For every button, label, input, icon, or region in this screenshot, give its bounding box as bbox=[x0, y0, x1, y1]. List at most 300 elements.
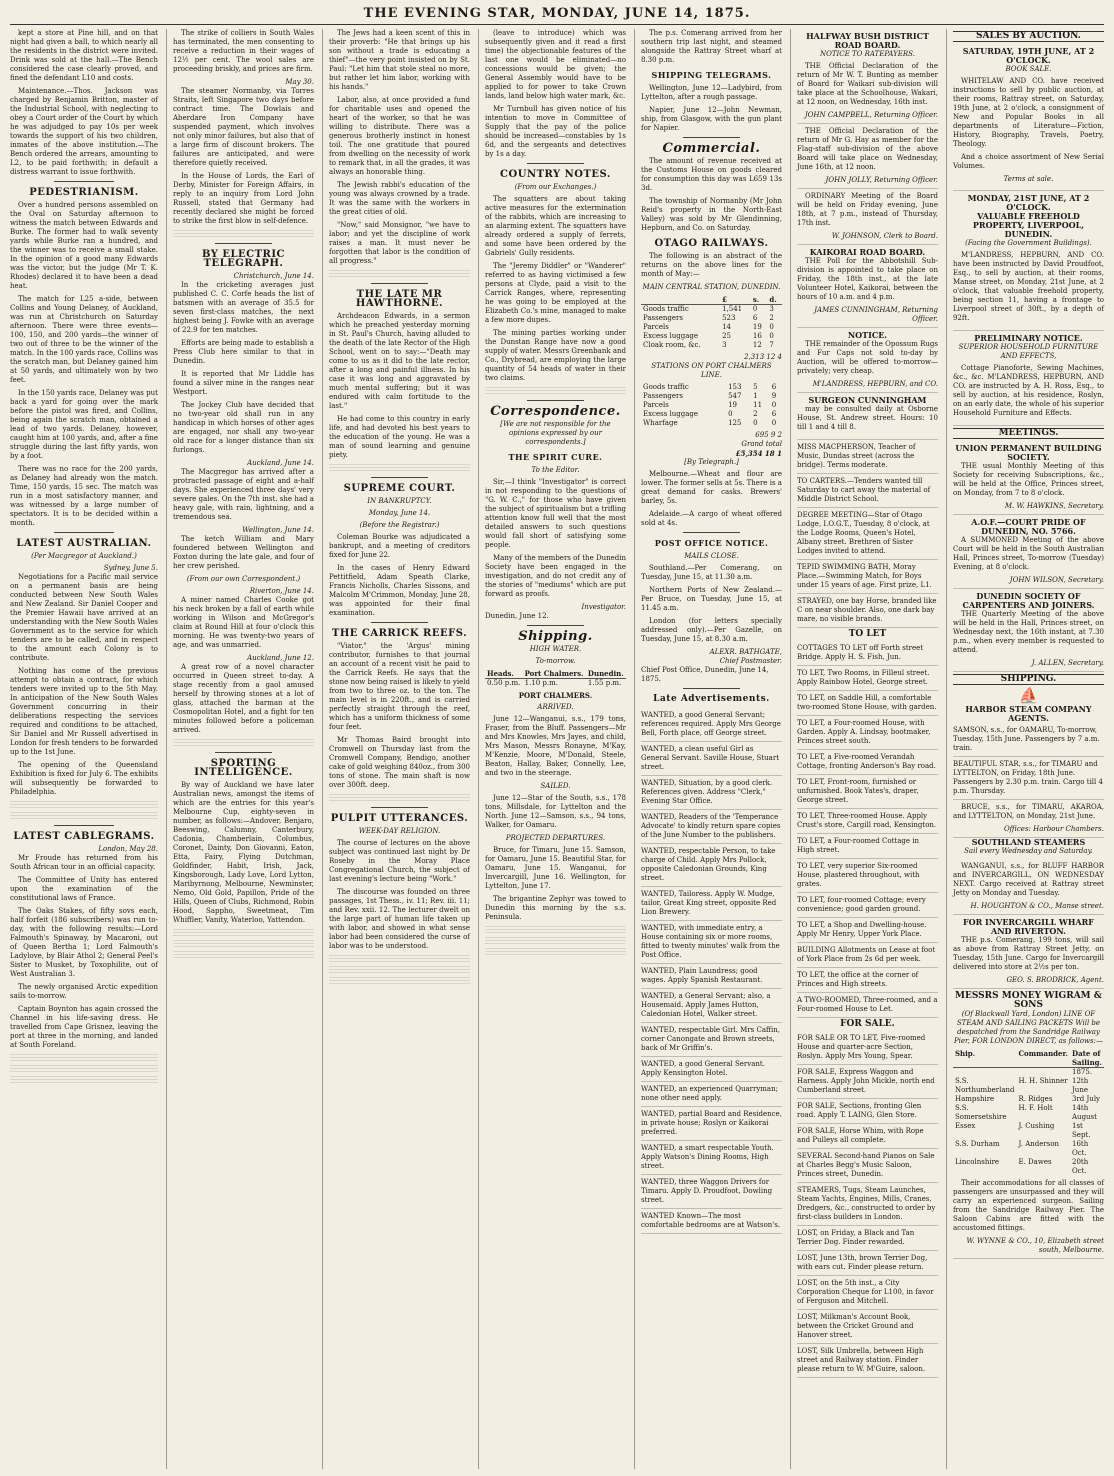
signature: GEO. S. BRODRICK, Agent. bbox=[1006, 976, 1104, 984]
text-filler bbox=[10, 801, 158, 810]
classified-ad: WANTED, a good General Servant; references required. Apply Mrs George Bell, Forth place, off George street. bbox=[641, 708, 782, 742]
divider bbox=[683, 137, 739, 138]
signature: Chief Postmaster. bbox=[719, 657, 782, 665]
article-paragraph: Over a hundred persons assembled on the Oval on Saturday afternoon to witness the match between Edwards and Burke. The former had to walk seventy yards while Burke ran a hundred, and the winner was to receive a small stake. In the opinion of a good many Edwards was the victor, but the judge (Mr T. K. Rhodes) declared it to have been a dead heat. bbox=[10, 201, 158, 290]
section-title-country-notes: COUNTRY NOTES. bbox=[500, 169, 611, 180]
section-subtitle: PROJECTED DEPARTURES. bbox=[505, 834, 606, 842]
table-header: Dunedin. bbox=[586, 669, 626, 679]
table-cell: 1,541 bbox=[722, 305, 743, 313]
article-paragraph: The Oaks Stakes, of fifty sovs each, half forfeit (186 subscribers) was run to-day, with the following results:—Lord Falmouth's Spinaway, by Macaroni, out of Queen Bertha 1; Lord Falmouth's Ladylove, by Blair Athol 2; General Peel's Sister to Musket, by Toxophilite, out of West Australian 3. bbox=[10, 907, 158, 978]
divider bbox=[371, 807, 427, 808]
table-cell: 11 bbox=[753, 401, 763, 409]
text-filler bbox=[10, 1054, 158, 1063]
classified-ad: TO LET, a Shop and Dwelling-house. Apply Mr Henry, Upper York Place. bbox=[797, 918, 938, 943]
table-header: Port Chalmers. bbox=[523, 669, 586, 679]
article-paragraph: The p.s. Comerang arrived from her southern trip last night, and steamed alongside the Rattray Street wharf at 8.30 p.m. bbox=[640, 29, 782, 64]
classified-ad: TO LET, four-roomed Cottage; every convenience; good garden ground. bbox=[797, 893, 938, 918]
signature: J. ALLEN, Secretary. bbox=[1031, 659, 1104, 667]
article-paragraph: The amount of revenue received at the Customs House on goods cleared for consumption this day was L659 13s 3d. bbox=[640, 157, 782, 192]
article-paragraph: "Viator," the 'Argus' mining contributor, furnishes to that journal an account of a recent visit he paid to the Carrick Reefs. He says that the stone now being raised is likely to yield from two to three oz. to the ton. The main level is in 220ft., and is carried perfectly straight through the reef, which has a uniform thickness of some four feet. bbox=[328, 642, 470, 731]
ad-heading: SATURDAY, 19TH JUNE, AT 2 O'CLOCK. bbox=[962, 46, 1095, 65]
article-paragraph: The course of lectures on the above subject was continued last night by Dr Roseby in the Moray Place Congregational Church, the subject of last evening's lecture being "Work." bbox=[328, 839, 470, 883]
table-cell: 0 bbox=[728, 410, 733, 418]
classified-ad: LOST, on the 5th inst., a City Corporation Cheque for L100, in favor of Ferguson and Mitchell. bbox=[797, 1276, 938, 1310]
article-paragraph: The match for L25 a-side, between Collins and Young Delaney, of Auckland, was run at Christchurch on Saturday afternoon. There were three events—100, 150, and 200 yards—the winner of two out of three to be the winner of the match. In the 100 yards race, Collins was the scratch man, but Delaney gained him at 50 yards, and ultimately won by two feet. bbox=[10, 295, 158, 384]
dateline: Riverton, June 14. bbox=[249, 587, 314, 595]
divider bbox=[54, 181, 113, 182]
ad-heading: SOUTHLAND STEAMERS bbox=[971, 837, 1086, 847]
ad-heading: PRELIMINARY NOTICE. bbox=[974, 333, 1083, 343]
divider bbox=[527, 625, 583, 626]
port-chalmers-table bbox=[641, 383, 782, 428]
ad-body: THE Quarterly Meeting of the above will be held in the Hall, Princes street, on Wednesday next, the 16th instant, at 7.30 p.m., when every member is requested to attend. bbox=[952, 610, 1104, 654]
table-cell: 523 bbox=[722, 314, 736, 322]
classified-ad: FOR SALE, Horse Whim, with Rope and Pulleys all complete. bbox=[797, 1124, 938, 1149]
section-subtitle: MAIN CENTRAL STATION, DUNEDIN. bbox=[642, 283, 781, 291]
classified-ad: TO LET, a Four-roomed House, with Garden. Apply A. Lindsay, bootmaker, Princes street south. bbox=[797, 716, 938, 750]
classified-ad: WANTED, a General Servant; also, a Housemaid. Apply James Hutton, Caledonian Hotel, Walker street. bbox=[641, 989, 782, 1023]
article-paragraph: Mr Thomas Baird brought into Cromwell on Thursday last from the Cromwell Company, Bendigo, another cake of gold weighing 840oz., from 300 tons of stone. The main shaft is now over 300ft. deep. bbox=[328, 736, 470, 789]
classified-ad: WANTED, respectable Person, to take charge of Child. Apply Mrs Pollock, opposite Caledonian Grounds, King street. bbox=[641, 844, 782, 887]
article-paragraph: Bruce, for Timaru, June 15. Samson, for Oamaru, June 15. Beautiful Star, for Oamaru, June 15. Wanganui, for Invercargill, June 16. Wellington, for Lyttelton, June 17. bbox=[484, 846, 626, 890]
table-cell: J. Cushing bbox=[1018, 1122, 1055, 1130]
article-paragraph: A miner named Charles Cooke got his neck broken by a fall of earth while working in Wilson and McGregor's claim at Round Hill at four o'clock this morning. He was twenty-two years of age, and was unmarried. bbox=[172, 596, 314, 649]
section-title-late-ads: Late Advertisements. bbox=[653, 694, 770, 704]
section-subtitle: IN BANKRUPTCY. bbox=[367, 497, 432, 505]
ad-subheading: SUPERIOR HOUSEHOLD FURNITURE AND EFFECTS, bbox=[958, 343, 1099, 360]
text-filler bbox=[329, 464, 470, 473]
dateline: Chief Post Office, Dunedin, June 14, 1875. bbox=[640, 666, 769, 683]
ad-invercargill bbox=[953, 915, 1104, 989]
table-header bbox=[641, 295, 720, 305]
classified-ad: WANTED, a good General Servant. Apply Kensington Hotel. bbox=[641, 1057, 782, 1082]
article-paragraph: Mr Froude has returned from his South African tour in an official capacity. bbox=[10, 854, 158, 871]
ad-heading: NOTICE. bbox=[847, 330, 888, 340]
classified-ad: WANTED, an experienced Quarryman; none other need apply. bbox=[641, 1082, 782, 1107]
text-filler bbox=[329, 977, 470, 986]
table-row bbox=[953, 1077, 1104, 1095]
ad-body: Their accommodations for all classes of passengers are unsurpassed and they will carry an experienced surgeon. Sailing from the Sandridge Railway Pier. The Saloon Cabins are fitted with the accustomed fittings. bbox=[952, 1179, 1104, 1232]
table-total: 2,313 12 4 bbox=[744, 353, 782, 361]
article-paragraph: The brigantine Zephyr was towed to Dunedin this morning by the s.s. Peninsula. bbox=[484, 895, 626, 921]
column-5 bbox=[634, 29, 782, 1469]
classified-ad: MISS MACPHERSON, Teacher of Music, Dundas street (across the bridge). Terms moderate. bbox=[797, 440, 938, 474]
dateline: Sydney, June 5. bbox=[103, 564, 158, 572]
grand-total-label: Grand total bbox=[741, 440, 782, 448]
table-row bbox=[641, 410, 782, 419]
section-title-post-office: POST OFFICE NOTICE. bbox=[654, 538, 769, 548]
table-cell: Lincolnshire bbox=[954, 1158, 1000, 1166]
column-2 bbox=[166, 29, 314, 1469]
table-cell: Excess luggage bbox=[642, 410, 699, 418]
ad-heading: SURGEON CUNNINGHAM bbox=[808, 395, 927, 405]
article-paragraph: Napier, June 12—John Newman, ship, from Glasgow, with the gun plant for Napier. bbox=[640, 106, 782, 132]
column-6 bbox=[790, 29, 938, 1469]
dateline: Monday, June 14. bbox=[368, 509, 431, 517]
divider bbox=[683, 532, 739, 533]
section-title-telegraph: BY ELECTRIC TELEGRAPH. bbox=[201, 249, 285, 269]
classified-ad: STRAYED, one bay Horse, branded like C on near shoulder. Also, one dark bay mare, no visible brands. bbox=[797, 594, 938, 628]
section-title-sales-by-auction: SALES BY AUCTION. bbox=[953, 31, 1104, 42]
ad-body: M'LANDRESS, HEPBURN, AND CO. have been instructed by David Proudfoot, Esq., to sell by auction, at their rooms, Manse street, on Monday, 21st June, at 2 o'clock, that valuable freehold property, being section 11, having a frontage to Liverpool street of 30ft., by a depth of 92ft. bbox=[952, 251, 1104, 322]
table-cell: 3rd July bbox=[1072, 1095, 1101, 1103]
table-cell: 1875. bbox=[1072, 1068, 1093, 1076]
table-header: s. bbox=[751, 295, 768, 305]
railway-returns-table bbox=[641, 295, 782, 350]
ad-subheading: BOOK SALE. bbox=[1005, 65, 1052, 73]
table-cell: Passengers bbox=[642, 392, 683, 400]
dateline: London, May 28. bbox=[98, 845, 158, 853]
article-paragraph: (leave to introduce) which was subsequently given and it read a first time) the objectionable features of the last one would be eliminated—no concessions would be given; the General Assembly would have to be applied to for power to take Crown lands, land below high water mark, &c. bbox=[484, 29, 626, 100]
ad-heading: MONDAY, 21ST JUNE, AT 2 O'CLOCK. bbox=[967, 193, 1090, 212]
table-cell: 2 bbox=[753, 410, 758, 418]
signature: ALEXR. BATHGATE, bbox=[709, 648, 782, 656]
section-subtitle: MAILS CLOSE. bbox=[684, 552, 739, 560]
table-cell: 12th June bbox=[1072, 1077, 1089, 1094]
ad-heading: KAIKORAI ROAD BOARD. bbox=[809, 247, 926, 257]
article-paragraph: In the cases of Henry Edward Pettitfield, Adam Speath Clarke, Francis Nicholls, Charles Sissons, and Malcolm M'Crimmon, Monday, June 28, was appointed for their final examination. bbox=[328, 564, 470, 617]
table-row bbox=[953, 1140, 1104, 1158]
section-subtitle: PORT CHALMERS. bbox=[518, 691, 593, 700]
section-subtitle: [By Telegraph.] bbox=[684, 458, 739, 466]
article-paragraph: The opening of the Queensland Exhibition is fixed for July 6. The exhibits will subsequently be forwarded to Philadelphia. bbox=[10, 761, 158, 796]
table-cell: H. F. Holt bbox=[1018, 1104, 1053, 1112]
table-row bbox=[641, 305, 782, 315]
table-cell: 6 bbox=[771, 410, 777, 418]
text-filler bbox=[329, 966, 470, 975]
classified-ad: WANTED, partial Board and Residence, in private house; Roslyn or Kaikorai preferred. bbox=[641, 1107, 782, 1141]
table-header: Heads. bbox=[485, 669, 523, 679]
signature: JAMES CUNNINGHAM, Returning Officer. bbox=[814, 306, 938, 323]
article-paragraph: June 12—Star of the South, s.s., 178 tons, Millsdale, for Lyttelton and the North. June 12—Samson, s.s., 94 tons, Walker, for Oamaru. bbox=[484, 794, 626, 829]
classified-ad: COTTAGES TO LET off Forth street Bridge. Apply H. S. Fish, Jun. bbox=[797, 641, 938, 666]
masthead-title: THE EVENING STAR, MONDAY, JUNE 14, 1875. bbox=[10, 6, 1104, 25]
article-paragraph: Melbourne.—Wheat and flour are lower. The former sells at 5s. There is a great demand for casks. Brewers' barley, 5s. bbox=[640, 470, 782, 505]
table-header: £ bbox=[720, 295, 751, 305]
ad-body: WANGANUI, s.s., for BLUFF HARBOR and INVERCARGILL, ON WEDNESDAY NEXT. Cargo received at Rattray street Jetty on Monday and Tuesday. bbox=[952, 862, 1104, 897]
article-paragraph: The steamer Normanby, via Torres Straits, left Singapore two days before contract time. The Dowlais and Aberdare Iron Company have suspended payment, which involves not only minor failures, but also that of a large firm of discount brokers. The failures are anticipated, and were therefore quietly received. bbox=[172, 87, 314, 167]
article-paragraph: The ketch William and Mary foundered between Wellington and Foxton during the late gale, and four of her crew perished. bbox=[172, 535, 314, 570]
classified-ad: FOR SALE OR TO LET, Five-roomed House and quarter-acre Section, Roslyn. Apply Mrs Young, Spear. bbox=[797, 1031, 938, 1065]
ad-heading: HALFWAY BUSH DISTRICT ROAD BOARD. bbox=[806, 31, 929, 50]
section-title-sporting: SPORTING INTELLIGENCE. bbox=[194, 758, 293, 778]
ad-freehold-property bbox=[953, 191, 1104, 331]
ad-surgeon bbox=[797, 393, 938, 440]
classified-ad: WANTED, Readers of the 'Temperance Advocate' to kindly return spare copies of the June Number to the publishers. bbox=[641, 810, 782, 844]
table-cell: 9 bbox=[771, 392, 777, 400]
article-paragraph: The Committee of Unity has entered upon the examination of the constitutional laws of France. bbox=[10, 876, 158, 902]
ad-body: THE remainder of the Opossum Rugs and Fur Caps not sold to-day by Auction, will be offered to-morrow—privately; very cheap. bbox=[796, 340, 938, 375]
article-paragraph: Wellington, June 12—Ladybird, from Lyttelton, after a rough passage. bbox=[640, 84, 782, 101]
table-cell: 0 bbox=[771, 419, 777, 427]
ad-book-sale bbox=[953, 44, 1104, 191]
signature: H. HOUGHTON & CO., Manse street. bbox=[970, 902, 1104, 910]
article-paragraph: The Jews had a keen scent of this in their proverb: "He that brings up his son without a trade is educating a thief"—the very point insisted on by St. Paul: "Let him that stole steal no more, but rather let him labor, working with his hands." bbox=[328, 29, 470, 91]
classified-ad: BUILDING Allotments on Lease at foot of York Place from 2s 6d per week. bbox=[797, 943, 938, 968]
article-paragraph: The "Jeremy Diddler" or "Wanderer" referred to as having victimised a few persons at Clyde, paid a visit to the Carrick Ranges, where, representing he was going to be employed at the Elizabeth Co.'s mine, managed to make a few more dupes. bbox=[484, 262, 626, 324]
article-paragraph: Negotiations for a Pacific mail service on a permanent basis are being conducted between New South Wales and New Zealand. Sir Daniel Cooper and the Premier Hawaii have arrived at an understanding with the New South Wales Government as to the service for which tenders are to be called, and in respect to the amount each Colony is to contribute. bbox=[10, 573, 158, 662]
ad-carpenters bbox=[953, 589, 1104, 672]
article-paragraph: A great row of a novel character occurred in Queen street to-day. A stage recently from a gaol amused herself by throwing stones at a lot of glass, attached the barman at the Cosmopolitan Hotel, and a fight for ten minutes followed before a policeman arrived. bbox=[172, 663, 314, 734]
section-title-commercial: Commercial. bbox=[662, 141, 761, 156]
classified-ad: FOR SALE, Express Waggon and Harness. Apply John Mickle, north end Cumberland street. bbox=[797, 1065, 938, 1099]
ad-preliminary-notice bbox=[953, 331, 1104, 426]
article-paragraph: London (for letters specially addressed only).—Per Gazelle, on Tuesday, June 15, at 8.30 a.m. bbox=[640, 617, 782, 643]
table-row bbox=[953, 1122, 1104, 1140]
ad-body: And a choice assortment of New Serial Volumes. bbox=[952, 153, 1104, 170]
article-paragraph: June 12—Wanganui, s.s., 179 tons, Fraser, from the Bluff. Passengers—Mr and Mrs Knowles, Mrs Jayes, and child, Mrs Mason, Messrs Ronayne, M'Kay, M'Kenzie, Moore, M'Donald, Steele, Beaton, Hallay, Baker, Connelly, Lee, and two in the steerage. bbox=[484, 715, 626, 777]
article-paragraph: By way of Auckland we have later Australian news, amongst the items of which are the entries for this year's Melbourne Cup, eighty-seven in number, as follows:—Andover, Benjaro, Beeswing, Calumny, Canterbury, Cadonia, Chamberlain, Columbus, Coronet, Dainty, Don Giovanni, Eaton, Etta, Fairy, Flying Dutchman, Goldfinder, Habit, Irish, Jack, Kingsborough, Lady Love, Lord Lytton, Maribyrnong, Melbourne, Newminster, Nemo, Old Gold, Papillon, Pride of the Hills, Queen of Clubs, Richmond, Robin Hood, Sappho, Sweetmeat, Tim Whiffler, Vanity, Waterloo, Yattendon. bbox=[172, 781, 314, 924]
table-cell: 547 bbox=[728, 392, 742, 400]
table-cell: Parcels bbox=[642, 401, 669, 409]
classified-ad: WANTED Known—The most comfortable bedrooms are at Watson's. bbox=[641, 1209, 782, 1234]
table-row bbox=[953, 1158, 1104, 1176]
classified-ad: TO LET, very superior Six-roomed House, plastered throughout, with grates. bbox=[797, 859, 938, 893]
ad-terms: Terms at sale. bbox=[1003, 175, 1054, 183]
table-cell: 12 bbox=[752, 341, 762, 349]
article-paragraph: kept a store at Pine hill, and on that night had given a ball, to which nearly all the residents in the district were invited. Drink was sold at the hall.—The Bench considered the case clearly proved, and fined the defendant L10 and costs. bbox=[10, 29, 158, 82]
text-filler bbox=[485, 387, 626, 396]
signature: JOHN CAMPBELL, Returning Officer. bbox=[804, 111, 938, 119]
divider bbox=[54, 532, 113, 533]
ad-heading: A.O.F.—COURT PRIDE OF DUNEDIN, NO. 5766. bbox=[971, 517, 1086, 536]
section-subtitle: WEEK-DAY RELIGION. bbox=[358, 827, 441, 835]
text-filler bbox=[173, 230, 314, 239]
grand-total: £5,354 18 1 bbox=[735, 449, 782, 458]
divider bbox=[527, 400, 583, 401]
table-cell: 153 bbox=[728, 383, 742, 391]
article-paragraph: There was no race for the 200 yards, as Delaney had already won the match. Time, 150 yards, 15 sec. The match was run in a most satisfactory manner, and was witnessed by a large number of spectators. It is to be decided within a month. bbox=[10, 465, 158, 527]
article-paragraph: Coleman Bourke was adjudicated a bankrupt, and a meeting of creditors fixed for June 22. bbox=[328, 533, 470, 559]
classified-ad: TO CARTERS.—Tenders wanted till Saturday to cart away the material of Middle District School. bbox=[797, 474, 938, 508]
classified-ad: WANTED, a smart respectable Youth. Apply Watson's Dining Rooms, High street. bbox=[641, 1141, 782, 1175]
table-cell: Goods traffic bbox=[642, 305, 689, 313]
column-3 bbox=[322, 29, 470, 1469]
article-paragraph: In the cricketing averages just published C. C. Corfe heads the list of batsmen with an average of 35.5 for seven first-class matches, the next highest being J. Fowke with an average of 22.9 for ten matches. bbox=[172, 281, 314, 334]
table-cell: 14 bbox=[722, 323, 731, 331]
table-cell: S.S. Somersetshire bbox=[954, 1104, 1007, 1121]
table-cell: E. Dawes bbox=[1018, 1158, 1052, 1166]
column-1 bbox=[10, 29, 158, 1469]
dateline: May 30. bbox=[285, 78, 314, 86]
section-subtitle: ARRIVED. bbox=[537, 703, 574, 711]
ad-heading: UNION PERMANENT BUILDING SOCIETY. bbox=[955, 443, 1102, 462]
signature: M. W. HAWKINS, Secretary. bbox=[1004, 502, 1104, 510]
notice-opossum-rugs bbox=[797, 328, 938, 393]
table-cell: Goods traffic bbox=[642, 383, 689, 391]
text-filler bbox=[10, 1076, 158, 1085]
text-filler bbox=[485, 937, 626, 946]
ad-body: THE Official Declaration of the return of Mr W. T. Bunting as member of Board for Waikari sub-division will take place at the Schoolhouse, Wakari, at 12 noon, on Wednesday, 16th inst. bbox=[796, 62, 938, 106]
table-cell: Wharfage bbox=[642, 419, 678, 427]
ad-building-society bbox=[953, 441, 1104, 515]
section-title-hawthorne: THE LATE MR HAWTHORNE. bbox=[355, 289, 444, 309]
column-4 bbox=[478, 29, 626, 1469]
table-row bbox=[641, 383, 782, 392]
section-title-shipping: Shipping. bbox=[518, 629, 593, 644]
table-total: 695 9 2 bbox=[755, 431, 782, 439]
article-paragraph: Mr Turnbull has given notice of his intention to move in Committee of Supply that the pay of the police should be increased—constables by 1s 6d, and the sergeants and detectives by 1s a day. bbox=[484, 105, 626, 158]
table-cell: 14th August bbox=[1072, 1104, 1097, 1121]
classified-ad: STEAMERS, Tugs, Steam Launches, Steam Yachts, Engines, Mills, Cranes, Dredgers, &c., constructed to order by first-class builders in London. bbox=[797, 1183, 938, 1226]
divider bbox=[215, 243, 271, 244]
text-filler bbox=[10, 1065, 158, 1074]
section-title-australian: LATEST AUSTRALIAN. bbox=[16, 538, 152, 549]
text-filler bbox=[173, 929, 314, 938]
classified-ad: TEPID SWIMMING BATH, Moray Place.—Swimming Match, for Boys under 15 years of age. First prize, L1. bbox=[797, 560, 938, 594]
table-cell: 19 bbox=[752, 323, 762, 331]
section-subtitle: [We are not responsible for the opinions expressed by our correspondents.] bbox=[500, 420, 611, 446]
ad-subheading: NOTICE TO RATEPAYERS. bbox=[819, 50, 915, 58]
article-paragraph: Adelaide.—A cargo of wheat offered sold at 4s. bbox=[640, 510, 782, 527]
table-header: Commander. bbox=[1016, 1049, 1070, 1068]
article-paragraph: Nothing has come of the previous attempt to obtain a contract, for which tenders were invited up to the 5th May. In anticipation of the New South Wales Government concurring in their deliberations respecting the services required and conditions to be attached, Sir Daniel and Mr Russell advertised in London for fresh tenders to be forwarded up to the 1st June. bbox=[10, 667, 158, 756]
section-subtitle: HIGH WATER. bbox=[529, 645, 582, 653]
high-water-table bbox=[485, 669, 626, 688]
article-paragraph: The squatters are about taking active measures for the extermination of the rabbits, which are increasing to an alarming extent. The squatters have already ordered a supply of ferrets, and some have been ordered by the Gabriels' Gully residents. bbox=[484, 195, 626, 257]
section-subtitle: STATIONS ON PORT CHALMERS LINE. bbox=[651, 362, 772, 379]
section-title-shipping-ads: SHIPPING. bbox=[953, 674, 1104, 685]
ad-body: may be consulted daily at Osborne House, St. Andrew street. Hours: 10 till 1 and 4 till 8. bbox=[796, 405, 938, 431]
signature: Offices: Harbour Chambers. bbox=[1003, 825, 1104, 833]
signature: W. WYNNE & CO., 10, Elizabeth street south, Melbourne. bbox=[966, 1237, 1104, 1254]
table-cell: Cloak room, &c. bbox=[642, 341, 701, 349]
divider bbox=[683, 688, 739, 689]
table-cell: 0.50 p.m. bbox=[486, 679, 521, 687]
table-cell: 0 bbox=[769, 332, 774, 340]
table-cell: 1 bbox=[753, 392, 758, 400]
classified-ad: TO LET, a Four-roomed Cottage in High street. bbox=[797, 834, 938, 859]
article-paragraph: He had come to this country in early life, and had devoted his best years to the education of the young. He was a man of sound learning and genuine piety. bbox=[328, 415, 470, 459]
ad-heading: VALUABLE FREEHOLD PROPERTY, LIVERPOOL, DUNEDIN. bbox=[972, 211, 1085, 239]
text-filler bbox=[329, 270, 470, 279]
table-cell: Passengers bbox=[642, 314, 683, 322]
table-cell: 6 bbox=[771, 383, 777, 391]
divider bbox=[371, 622, 427, 623]
dateline: Auckland, June 12. bbox=[247, 654, 314, 662]
ad-heading: DUNEDIN SOCIETY OF CARPENTERS AND JOINERS. bbox=[962, 591, 1095, 610]
table-header: Ship. bbox=[953, 1049, 1017, 1068]
classified-ad: LOST, Milkman's Account Book, between the Cricket Ground and Hanover street. bbox=[797, 1310, 938, 1344]
table-cell: 3 bbox=[769, 305, 774, 313]
section-title-pulpit: PULPIT UTTERANCES. bbox=[330, 813, 469, 824]
table-row bbox=[641, 314, 782, 323]
ad-body: WHITELAW AND CO. have received instructions to sell by public auction, at their rooms, Rattray street, on Saturday, 19th June, at 2 o'clock, a consignment of New and Popular Books in all departments of Literature—Fiction, History, Biography, Travels, Poetry, Theology. bbox=[952, 77, 1104, 148]
section-title-for-sale: FOR SALE. bbox=[840, 1019, 895, 1029]
ad-bruce bbox=[953, 800, 1104, 838]
article-paragraph: It is reported that Mr Liddle has found a silver mine in the ranges near Westport. bbox=[172, 370, 314, 396]
table-cell: 25 bbox=[722, 332, 731, 340]
section-title-spirit-cure: THE SPIRIT CURE. bbox=[508, 452, 603, 462]
text-filler bbox=[329, 955, 470, 964]
article-paragraph: Northern Ports of New Zealand.—Per Bruce, on Tuesday, June 15, at 11.45 a.m. bbox=[640, 586, 782, 612]
table-cell: 2 bbox=[769, 314, 774, 322]
table-cell: 0 bbox=[769, 323, 774, 331]
section-title-to-let: TO LET bbox=[848, 629, 887, 639]
notice-flagstaff bbox=[797, 124, 938, 189]
classified-ad: WANTED, a clean useful Girl as General Servant. Saville House, Stuart street. bbox=[641, 742, 782, 776]
table-cell: 125 bbox=[728, 419, 742, 427]
classified-ad: SAMSON, s.s., for OAMARU, To-morrow, Tuesday, 15th June. Passengers by 7 a.m. train. bbox=[953, 723, 1104, 757]
table-cell: 1st Sept. bbox=[1072, 1122, 1091, 1139]
table-row bbox=[953, 1104, 1104, 1122]
table-row bbox=[641, 419, 782, 428]
ad-subheading: (Facing the Government Buildings). bbox=[965, 239, 1092, 247]
dateline: Wellington, June 14. bbox=[242, 526, 314, 534]
section-title-pedestrianism: PEDESTRIANISM. bbox=[29, 187, 139, 198]
text-filler bbox=[173, 739, 314, 748]
article-paragraph: "Now," said Monsignor, "we have to labor; and yet the discipline of work raises a man. It must never be forgotten that labor is the condition of all progress." bbox=[328, 221, 470, 265]
table-cell: 16 bbox=[752, 332, 762, 340]
divider bbox=[54, 825, 113, 826]
notice-kaikorai bbox=[797, 245, 938, 328]
ad-body: THE Official Declaration of the return of Mr G. Hay as member for the Flag-staff sub-division of the above Board will take place on Wednesday, June 16th, at 12 noon. bbox=[796, 127, 938, 171]
article-paragraph: Sir,—I think "Investigator" is correct in not responding to the questions of "G. W. C.," for those who have given the subject of spiritualism but a trifling attention know full well that the most detailed answers to such questions would fall short of satisfying some people. bbox=[484, 478, 626, 549]
ad-heading: FOR INVERCARGILL WHARF AND RIVERTON. bbox=[962, 917, 1094, 936]
table-cell: 19 bbox=[728, 401, 738, 409]
classified-ad: BEAUTIFUL STAR, s.s., for TIMARU and LYTTELTON, on Friday, 18th June. Passengers by 2.30 p.m. train. Cargo till 4 p.m. Thursday. bbox=[953, 757, 1104, 800]
article-paragraph: The following is an abstract of the returns on the above lines for the month of May:— bbox=[640, 252, 782, 278]
table-cell: 6 bbox=[752, 314, 758, 322]
table-header: Date of Sailing. bbox=[1072, 1049, 1102, 1067]
classified-ad: WANTED, Situation, by a good clerk. References given. Address "Clerk," Evening Star Office. bbox=[641, 776, 782, 810]
section-subtitle: SAILED. bbox=[540, 782, 571, 790]
table-row bbox=[953, 1095, 1104, 1104]
section-title-meetings: MEETINGS. bbox=[953, 428, 1104, 439]
table-header: d. bbox=[767, 295, 782, 305]
ad-body: Cottage Pianoforte, Sewing Machines, &c., &c. M'LANDRESS, HEPBURN, AND CO. are instructed by A. H. Ross, Esq., to sell by auction, at his residence, Roslyn, on an early date, the whole of his superior Household Furniture and Effects. bbox=[952, 364, 1104, 417]
table-cell: H. H. Shinner bbox=[1018, 1077, 1068, 1085]
text-filler bbox=[173, 951, 314, 960]
signature: M'LANDRESS, HEPBURN, and CO. bbox=[812, 380, 938, 388]
article-paragraph: The Macgregor has arrived after a protracted passage of eight and a-half days. She experienced three days' very severe gales. On the 7th inst. she had a heavy gale, with rain, lightning, and a tremendous sea. bbox=[172, 468, 314, 521]
article-paragraph: The discourse was founded on three passages, 1st Thess., iv. 11; Rev. iii. 11; and Rev. xxii. 12. The lecturer dwelt on the large part of human life taken up with labor, and showed in what sense labor had been considered the curse of labor was to be understood. bbox=[328, 888, 470, 950]
columns bbox=[10, 29, 1104, 1469]
text-filler bbox=[173, 940, 314, 949]
text-filler bbox=[10, 812, 158, 821]
table-cell: Parcels bbox=[642, 323, 669, 331]
section-subtitle: (From our Exchanges.) bbox=[514, 183, 597, 191]
classified-ad: LOST, on Friday, a Black and Tan Terrier Dog. Finder rewarded. bbox=[797, 1226, 938, 1251]
table-row bbox=[641, 392, 782, 401]
signature: W. JOHNSON, Clerk to Board. bbox=[831, 232, 938, 240]
ad-body: THE Poll for the Abbotshill Sub-division is appointed to take place on Friday, the 18th inst., at the late Volunteer Hotel, Kaikorai, between the hours of 10 a.m. and 4 p.m. bbox=[796, 257, 938, 301]
article-paragraph: Labor, also, at once provided a fund for charitable uses and opened the heart of the worker, so that he was willing to distribute. There was a generous brotherly instinct in honest toil. The one gratitude that poured from dwelling on the necessity of work to remark that, in all the grades, it was always an honorable thing. bbox=[328, 96, 470, 176]
classified-ad: TO LET, on Saddle Hill, a comfortable two-roomed Stone House, with garden. bbox=[797, 691, 938, 716]
classified-ad: TO LET, the office at the corner of Princes and High streets. bbox=[797, 968, 938, 993]
classified-ad: WANTED, three Waggon Drivers for Timaru. Apply D. Proudfoot, Dowling street. bbox=[641, 1175, 782, 1209]
article-paragraph: Efforts are being made to establish a Press Club here similar to that in Dunedin. bbox=[172, 339, 314, 365]
classified-ad: TO LET, Front-room, furnished or unfurnished. Book Yates's, draper, George street. bbox=[797, 775, 938, 809]
sailing-schedule-table bbox=[953, 1049, 1104, 1176]
section-title-correspondence: Correspondence. bbox=[490, 404, 621, 419]
section-subtitle: To-morrow. bbox=[535, 657, 576, 665]
signature: Investigator. bbox=[581, 603, 626, 611]
table-cell: 0 bbox=[771, 401, 777, 409]
divider bbox=[371, 477, 427, 478]
table-cell: 0 bbox=[753, 419, 758, 427]
section-subtitle: To the Editor. bbox=[531, 466, 580, 474]
table-cell: 3 bbox=[722, 341, 727, 349]
section-title-carrick-reefs: THE CARRICK REEFS. bbox=[331, 628, 468, 639]
article-paragraph: The Jewish rabbi's education of the young was always crowned by a trade. It was the same with the workers in the great cities of old. bbox=[328, 181, 470, 216]
ad-wanganui bbox=[953, 859, 1104, 915]
text-filler bbox=[485, 926, 626, 935]
table-cell: 1.55 p.m. bbox=[587, 679, 622, 687]
article-paragraph: Maintenance.—Thos. Jackson was charged by Benjamin Britton, master of the Industrial School, with neglecting to obey a Court order of the Court by which he was adjudged to pay 10s per week towards the support of his two children, inmates of the above institution.—The Bench ordered the arrears, amounting to L2, to be paid forthwith; in default a distress warrant to issue forthwith. bbox=[10, 87, 158, 176]
table-cell: Hampshire bbox=[954, 1095, 995, 1103]
classified-ad: LOST, June 13th, brown Terrier Dog, with ears cut. Finder please return. bbox=[797, 1251, 938, 1276]
